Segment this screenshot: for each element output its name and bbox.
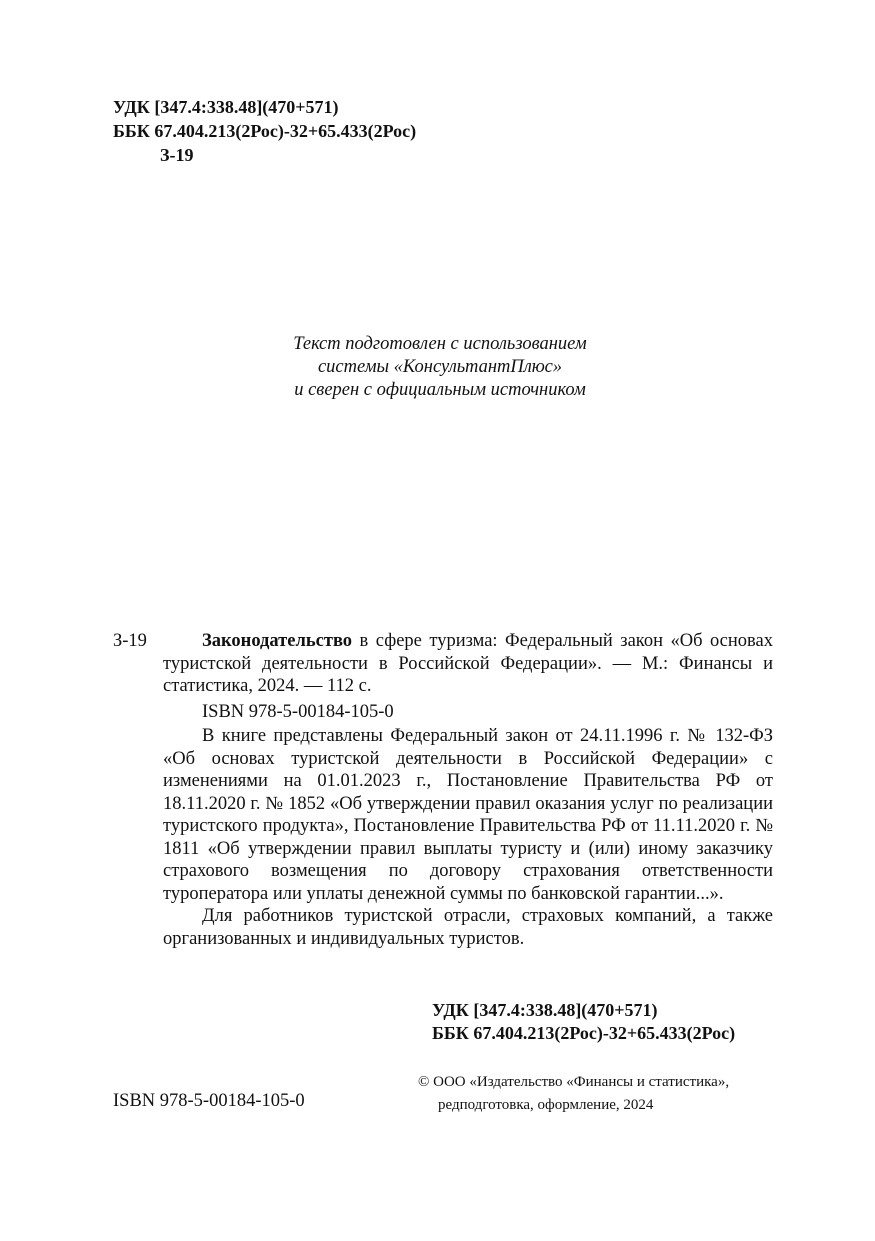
catalog-record: [113, 630, 773, 950]
author-mark: З-19: [160, 145, 194, 165]
prep-note-line-2: системы «КонсультантПлюс»: [317, 357, 563, 377]
audience-note: Для работников туристской отрасли, страховых компаний, а также организованных и индивидуальных туристов.: [163, 906, 773, 949]
book-title: Законодательство: [202, 631, 353, 651]
prep-note-line-3: и сверен с официальным источником: [294, 380, 586, 400]
catalog-isbn: ISBN 978-5-00184-105-0: [202, 701, 394, 722]
copyright-line-2: редподготовка, оформление, 2024: [438, 1097, 654, 1113]
top-classification-codes: [113, 95, 416, 167]
isbn-bottom: ISBN 978-5-00184-105-0: [113, 1091, 305, 1111]
annotation: В книге представлены Федеральный закон от 24.11.1996 г. № 132-ФЗ «Об основах туристской деятельности в Российской Федерации» с изменениями на 01.01.2023 г., Постановление Правительства РФ от 18.11.2020 г. № 1852 «Об утверждении правил оказания услуг по реализации туристского продукта», Постановление Правительства РФ от 11.11.2020 г. № 1811 «Об утверждении правил выплаты туристу и (или) иному заказчику страхового возмещения по договору страхования ответственности туроператора или уплаты денежной суммы по банковской гарантии...».: [163, 726, 773, 904]
bottom-udk-code: УДК [347.4:338.48](470+571): [432, 1000, 658, 1020]
bottom-classification-codes: [432, 999, 735, 1045]
book-imprint: в сфере туризма: Федеральный закон «Об основах туристской деятельности в Российской Федерации». — М.: Финансы и статистика, 2024. — 112 с.: [163, 631, 773, 696]
catalog-author-mark: З-19: [113, 631, 147, 651]
prep-note-line-1: Текст подготовлен с использованием: [293, 334, 587, 354]
copyright-notice: [418, 1071, 729, 1117]
bbk-code: ББК 67.404.213(2Рос)-32+65.433(2Рос): [113, 121, 417, 141]
udk-code: УДК [347.4:338.48](470+571): [113, 97, 339, 117]
preparation-note: [200, 333, 680, 402]
bottom-bbk-code: ББК 67.404.213(2Рос)-32+65.433(2Рос): [432, 1023, 736, 1043]
copyright-line-1: © ООО «Издательство «Финансы и статистика»,: [418, 1074, 730, 1090]
bibliographic-description: [163, 630, 773, 698]
catalog-body: [163, 630, 773, 950]
